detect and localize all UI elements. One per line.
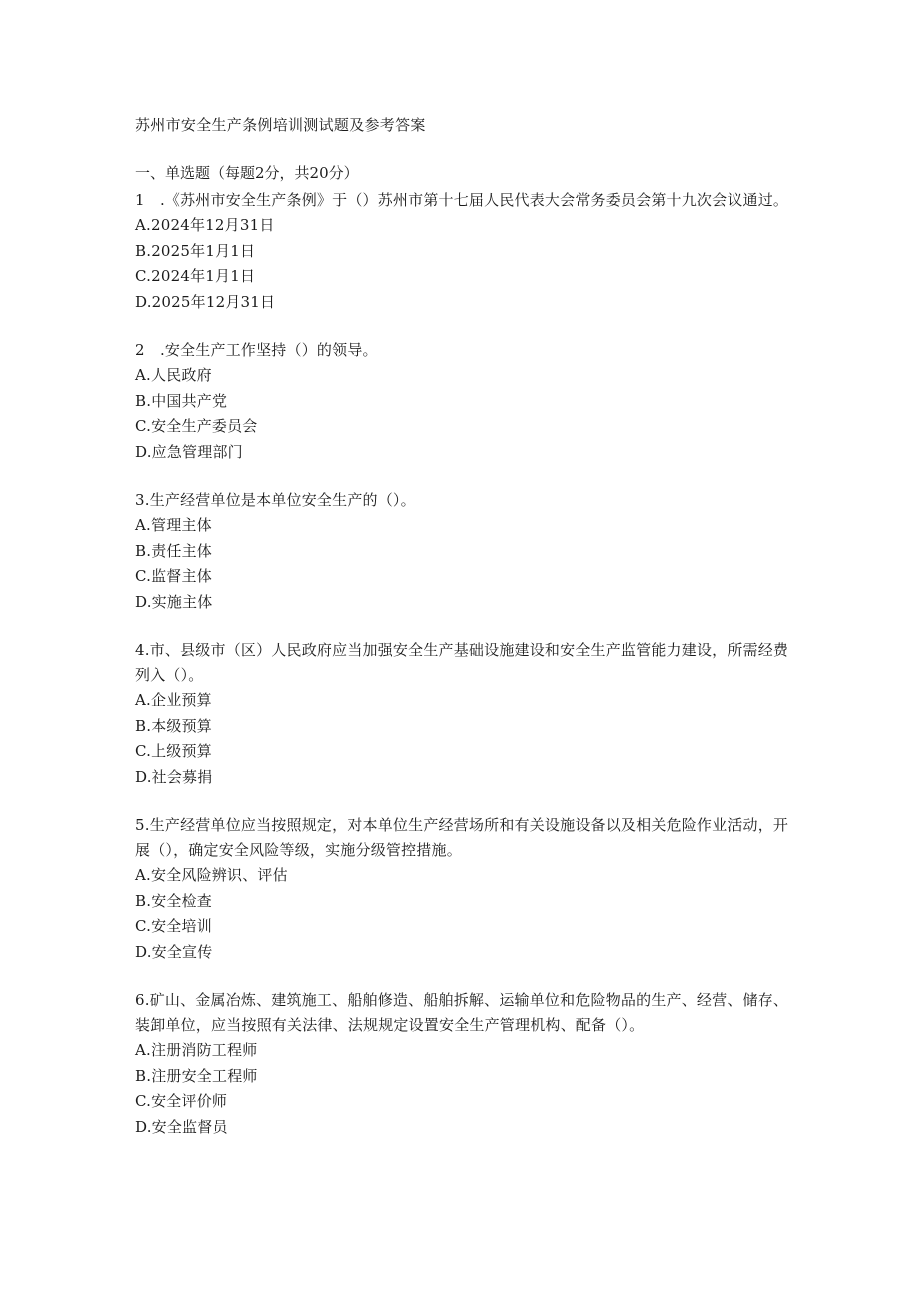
question-6: [135, 988, 795, 1140]
question-stem: 6.矿山、金属冶炼、建筑施工、船舶修造、船舶拆解、运输单位和危险物品的生产、经营、储存、装卸单位，应当按照有关法律、法规规定设置安全生产管理机构、配备（）。: [135, 991, 789, 1034]
question-stem: 5.生产经营单位应当按照规定，对本单位生产经营场所和有关设施设备以及相关危险作业活动，开展（），确定安全风险等级，实施分级管控措施。: [135, 816, 789, 859]
document-page: [135, 114, 795, 1163]
option-b: B.2025年1月1日: [135, 241, 256, 260]
question-1: [135, 188, 795, 315]
question-stem: 3.生产经营单位是本单位安全生产的（）。: [135, 491, 416, 509]
option-a: A.注册消防工程师: [135, 1041, 258, 1059]
option-d: D.2025年12月31日: [135, 292, 276, 311]
question-stem: 4.市、县级市（区）人民政府应当加强安全生产基础设施建设和安全生产监管能力建设，所需经费列入（）。: [135, 641, 789, 684]
question-5: [135, 813, 795, 965]
option-c: C.监督主体: [135, 567, 212, 585]
option-d: D.实施主体: [135, 592, 213, 611]
option-b: B.责任主体: [135, 541, 212, 560]
option-b: B.安全检查: [135, 891, 212, 910]
question-3: [135, 488, 795, 615]
option-b: B.注册安全工程师: [135, 1066, 258, 1085]
option-d: D.安全宣传: [135, 942, 213, 961]
option-b: B.本级预算: [135, 716, 212, 735]
option-c: C.安全评价师: [135, 1092, 228, 1110]
option-c: C.2024年1月1日: [135, 267, 256, 285]
option-b: B.中国共产党: [135, 391, 228, 410]
option-a: A.管理主体: [135, 516, 212, 534]
question-2: [135, 338, 795, 465]
question-stem: 2 .安全生产工作坚持（）的领导。: [135, 341, 378, 359]
question-4: [135, 638, 795, 790]
document-title: 苏州市安全生产条例培训测试题及参考答案: [135, 116, 426, 134]
option-c: C.安全生产委员会: [135, 417, 258, 435]
option-d: D.安全监督员: [135, 1117, 228, 1136]
option-a: A.人民政府: [135, 366, 212, 384]
question-stem: 1 .《苏州市安全生产条例》于（）苏州市第十七届人民代表大会常务委员会第十九次会议通过。: [135, 191, 789, 209]
option-c: C.上级预算: [135, 742, 212, 760]
option-a: A.企业预算: [135, 691, 212, 709]
option-c: C.安全培训: [135, 917, 212, 935]
option-d: D.应急管理部门: [135, 442, 243, 461]
option-a: A.2024年12月31日: [135, 216, 275, 234]
option-a: A.安全风险辨识、评估: [135, 866, 288, 884]
option-d: D.社会募捐: [135, 767, 213, 786]
section-heading: 一、单选题（每题2分，共20分）: [135, 164, 359, 182]
